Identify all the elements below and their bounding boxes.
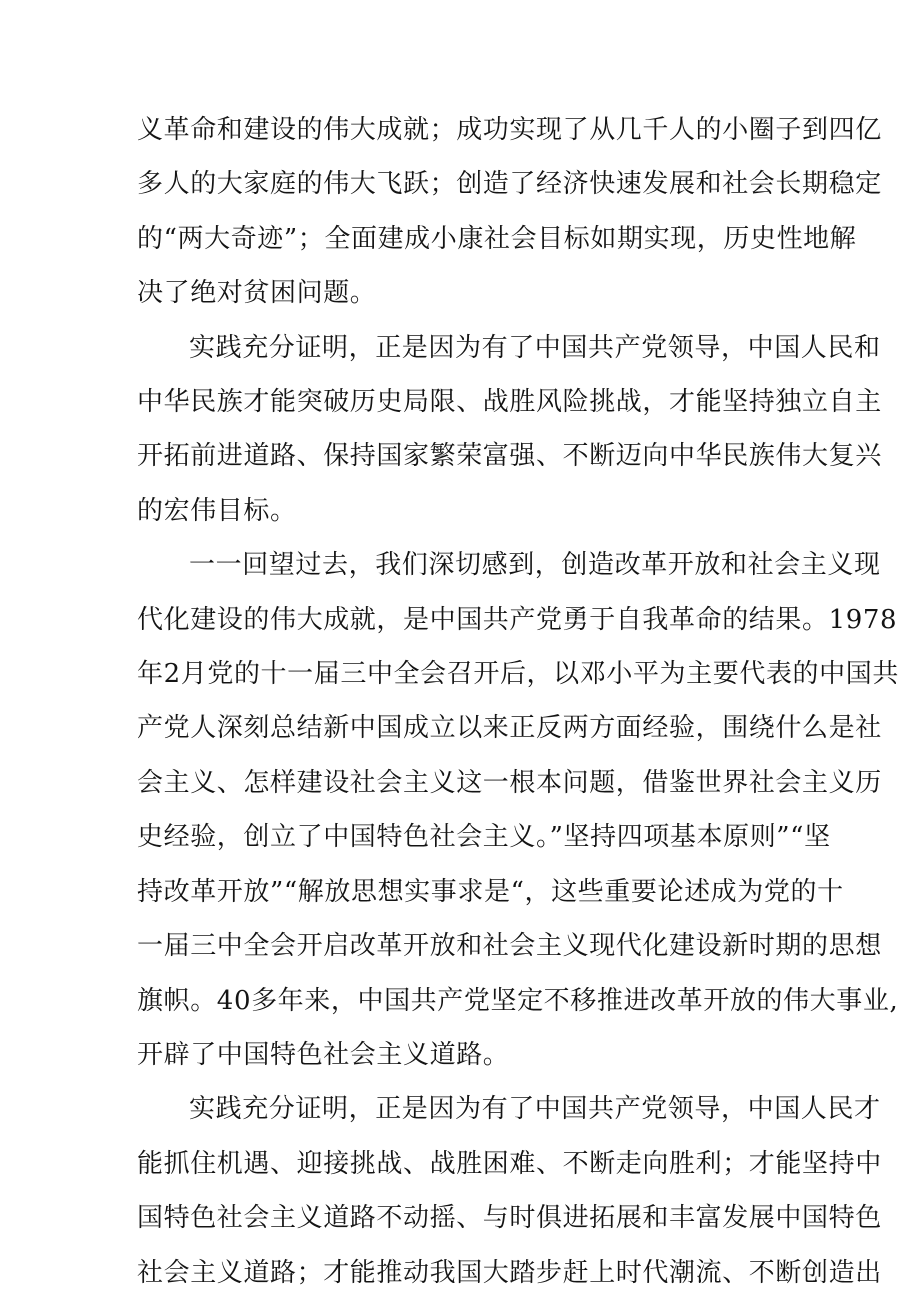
paragraph-3 (137, 538, 899, 1082)
text-line: 能抓住机遇、迎接挑战、战胜困难、不断走向胜利；才能坚持中 (137, 1148, 882, 1179)
text-line: 一一回望过去，我们深切感到，创造改革开放和社会主义现 (189, 550, 881, 581)
text-line: 实践充分证明，正是因为有了中国共产党领导，中国人民和 (189, 332, 881, 363)
text-line: 产党人深刻总结新中国成立以来正反两方面经验，围绕什么是社 (137, 713, 882, 744)
text-line: 的“两大奇迹”；全面建成小康社会目标如期实现，历史性地解 (137, 223, 857, 254)
text-line: 的宏伟目标。 (137, 495, 297, 526)
text-line: 社会主义道路；才能推动我国大踏步赶上时代潮流、不断创造出 (137, 1257, 882, 1288)
text-line: 多人的大家庭的伟大飞跃；创造了经济快速发展和社会长期稳定 (137, 169, 882, 200)
text-line: 实践充分证明，正是因为有了中国共产党领导，中国人民才 (189, 1094, 881, 1125)
text-line: 代化建设的伟大成就，是中国共产党勇于自我革命的结果。1978 (137, 604, 898, 635)
text-line: 国特色社会主义道路不动摇、与时俱进拓展和丰富发展中国特色 (137, 1203, 882, 1234)
text-line: 开拓前进道路、保持国家繁荣富强、不断迈向中华民族伟大复兴 (137, 441, 882, 472)
paragraph-4 (137, 1082, 882, 1300)
text-line: 旗帜。40多年来，中国共产党坚定不移推进改革开放的伟大事业, (137, 985, 899, 1016)
text-line: 年2月党的十一届三中全会召开后，以邓小平为主要代表的中国共 (137, 659, 899, 690)
text-line: 史经验，创立了中国特色社会主义。”坚持四项基本原则”“坚 (137, 822, 831, 853)
text-line: 开辟了中国特色社会主义道路。 (137, 1039, 510, 1070)
text-line: 持改革开放”“解放思想实事求是“，这些重要论述成为党的十 (137, 876, 844, 907)
paragraph-2 (137, 321, 882, 539)
text-line: 一届三中全会开启改革开放和社会主义现代化建设新时期的思想 (137, 931, 882, 962)
document-body (137, 103, 899, 1300)
text-line: 会主义、怎样建设社会主义这一根本问题，借鉴世界社会主义历 (137, 767, 882, 798)
text-line: 决了绝对贫困问题。 (137, 278, 377, 309)
text-line: 中华民族才能突破历史局限、战胜风险挑战，才能坚持独立自主 (137, 387, 882, 418)
paragraph-1 (137, 103, 882, 321)
text-line: 义革命和建设的伟大成就；成功实现了从几千人的小圈子到四亿 (137, 115, 882, 145)
